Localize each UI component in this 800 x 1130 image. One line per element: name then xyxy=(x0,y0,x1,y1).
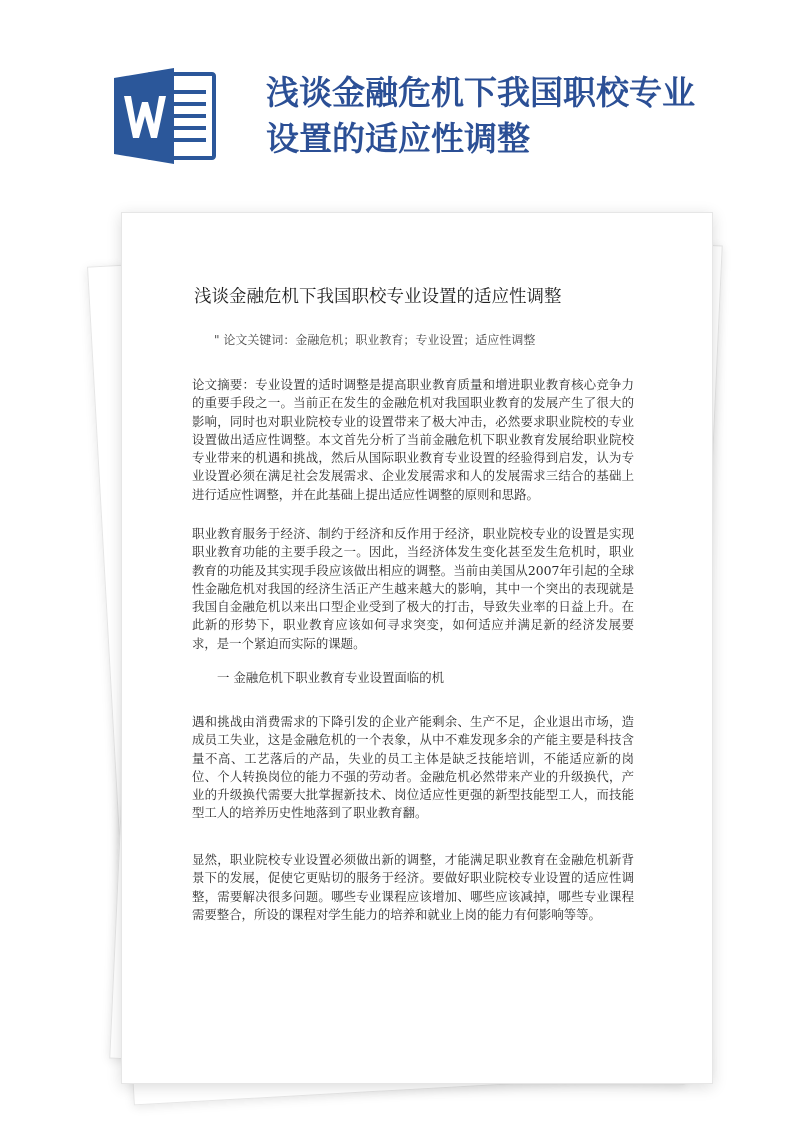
body-paragraph: 遇和挑战由消费需求的下降引发的企业产能剩余、生产不足，企业退出市场，造成员工失业，这是金融危机的一个表象，从中不难发现多余的产能主要是科技含量不高、工艺落后的产品，失业的员工主体是缺乏技能培训，不能适应新的岗位、个人转换岗位的能力不强的劳动者。金融危机必然带来产业的升级换代，产业的升级换代需要大批掌握新技术、岗位适应性更强的新型技能型工人，而技能型工人的培养历史性地落到了职业教育翻。 xyxy=(192,714,634,821)
section-heading: 一 金融危机下职业教育专业设置面临的机 xyxy=(217,670,444,685)
body-paragraph: 职业教育服务于经济、制约于经济和反作用于经济，职业院校专业的设置是实现职业教育功能的主要手段之一。因此，当经济体发生变化甚至发生危机时，职业教育的功能及其实现手段应该做出相应的调整。当前由美国从2007年引起的全球性金融危机对我国的经济生活正产生越来越大的影响，其中一个突出的表现就是我国自金融危机以来出口型企业受到了极大的打击，导致失业率的日益上升。在此新的形势下，职业教育应该如何寻求突变，如何适应并满足新的经济发展要求，是一个紧迫而实际的课题。 xyxy=(192,526,634,651)
word-document-icon xyxy=(112,68,222,164)
keywords-line: " 论文关键词：金融危机；职业教育；专业设置；适应性调整 xyxy=(214,333,536,347)
header-title: 浅谈金融危机下我国职校专业设置的适应性调整 xyxy=(266,73,695,158)
body-paragraph: 显然，职业院校专业设置必须做出新的调整，才能满足职业教育在金融危机新背景下的发展，促使它更贴切的服务于经济。要做好职业院校专业设置的适应性调整，需要解决很多问题。哪些专业课程应该增加、哪些应该减掉，哪些专业课程需要整合，所设的课程对学生能力的培养和就业上岗的能力有何影响等等。 xyxy=(192,852,634,922)
abstract-paragraph: 论文摘要：专业设置的适时调整是提高职业教育质量和增进职业教育核心竞争力的重要手段之一。当前正在发生的金融危机对我国职业教育的发展产生了很大的影响，同时也对职业院校专业的设置带来了极大冲击，必然要求职业院校的专业设置做出适应性调整。本文首先分析了当前金融危机下职业教育发展给职业院校专业带来的机遇和挑战，然后从国际职业教育专业设置的经验得到启发，认为专业设置必须在满足社会发展需求、企业发展需求和人的发展需求三结合的基础上进行适应性调整，并在此基础上提出适应性调整的原则和思路。 xyxy=(192,377,634,502)
document-page xyxy=(121,212,713,1084)
document-title: 浅谈金融危机下我国职校专业设置的适应性调整 xyxy=(194,287,562,307)
